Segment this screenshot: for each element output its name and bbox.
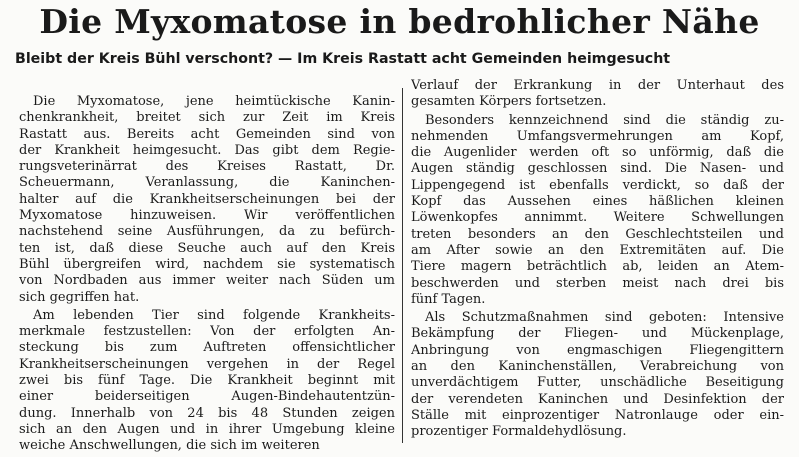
text-line: Verlauf der Erkrankung in der Unterhaut des: [411, 78, 784, 93]
text-line: nehmenden Umfangsvermehrungen am Kopf,: [411, 128, 784, 144]
text-line: unverdächtigem Futter, unschädliche Beseitigung: [411, 375, 784, 391]
text-line: merkmale festzustellen: Von der erfolgten An-: [19, 324, 395, 340]
text-line: an den Kaninchenställen, Verabreichung von: [411, 359, 784, 375]
paragraph: [411, 78, 784, 111]
text-line: Lippengegend ist ebenfalls verdickt, so daß der: [411, 177, 784, 193]
text-line: Kopf das Aussehen eines häßlichen kleinen: [411, 194, 784, 210]
text-line: einer beiderseitigen Augen-Bindehautentzün-: [19, 389, 395, 405]
text-line: prozentiger Formaldehydlösung.: [411, 424, 627, 440]
text-line: Scheuermann, Veranlassung, die Kaninchen-: [19, 175, 395, 191]
text-line: Bekämpfung der Fliegen- und Mückenplage,: [411, 326, 784, 342]
paragraph: [411, 310, 784, 440]
text-line: nachstehend seine Ausführungen, da zu befürch-: [19, 224, 395, 240]
text-line: Löwenkopfes annimmt. Weitere Schwellungen: [411, 210, 784, 226]
text-line: der Krankheit heimgesucht. Das gibt dem Regie-: [19, 142, 395, 158]
text-line: sich gegriffen hat.: [19, 289, 140, 305]
text-line: dung. Innerhalb von 24 bis 48 Stunden zeigen: [19, 405, 395, 421]
text-line: von Nordbaden aus immer weiter nach Süden um: [19, 273, 395, 289]
text-line: die Augenlider werden oft so unförmig, daß die: [411, 145, 784, 161]
text-line: steckung bis zum Auftreten offensichtlicher: [19, 340, 395, 356]
text-line: der verendeten Kaninchen und Desinfektion der: [411, 391, 784, 407]
text-line: Ställe mit einprozentiger Natronlauge oder ein-: [411, 407, 784, 423]
paragraph: [19, 308, 395, 455]
text-line: gesamten Körpers fortsetzen.: [411, 94, 607, 110]
text-line: weiche Anschwellungen, die sich im weiteren: [19, 438, 320, 454]
text-line: Als Schutzmaßnahmen sind geboten: Intensive: [425, 310, 784, 326]
text-line: Rastatt aus. Bereits acht Gemeinden sind von: [19, 126, 395, 142]
text-line: chenkrankheit, breitet sich zur Zeit im Kreis: [19, 110, 395, 126]
text-line: ten ist, daß diese Seuche auch auf den Kreis: [19, 240, 395, 256]
text-line: Bühl übergreifen wird, nachdem sie systematisch: [19, 256, 395, 272]
text-line: fünf Tagen.: [411, 291, 486, 307]
text-line: sich an den Augen und in ihrer Umgebung kleine: [19, 421, 395, 437]
text-line: Die Myxomatose, jene heimtückische Kanin-: [33, 94, 395, 109]
headline: Die Myxomatose in bedrohlicher Nähe: [39, 2, 760, 41]
left-column: [19, 94, 395, 455]
text-line: Augen ständig geschlossen sind. Die Nasen- und: [411, 161, 784, 177]
text-line: halter auf die Krankheitserscheinungen bei der: [19, 191, 395, 207]
text-line: Myxomatose hinzuweisen. Wir veröffentlichen: [19, 208, 395, 224]
text-line: Besonders kennzeichnend sind die ständig zu-: [425, 112, 784, 128]
text-line: rungsveterinärrat des Kreises Rastatt, Dr.: [19, 159, 395, 175]
text-line: Tiere magern beträchtlich ab, leiden an Atem-: [411, 259, 784, 275]
text-line: treten besonders an den Geschlechtsteilen und: [411, 226, 784, 242]
subheadline: Bleibt der Kreis Bühl verschont? — Im Kreis Rastatt acht Gemeinden heimgesucht: [15, 51, 671, 67]
column-divider: [402, 88, 403, 443]
text-line: Am lebenden Tier sind folgende Krankheits-: [33, 307, 395, 323]
text-line: am After sowie an den Extremitäten auf. Die: [411, 242, 784, 258]
text-line: zwei bis fünf Tage. Die Krankheit beginnt mit: [19, 373, 395, 389]
paragraph: [411, 113, 784, 309]
text-line: Anbringung von engmaschigen Fliegengittern: [411, 342, 784, 358]
text-line: beschwerden und sterben meist nach drei bis: [411, 275, 784, 291]
paragraph: [19, 94, 395, 306]
text-line: Krankheitserscheinungen vergehen in der Regel: [19, 356, 395, 372]
right-column: [411, 78, 784, 441]
